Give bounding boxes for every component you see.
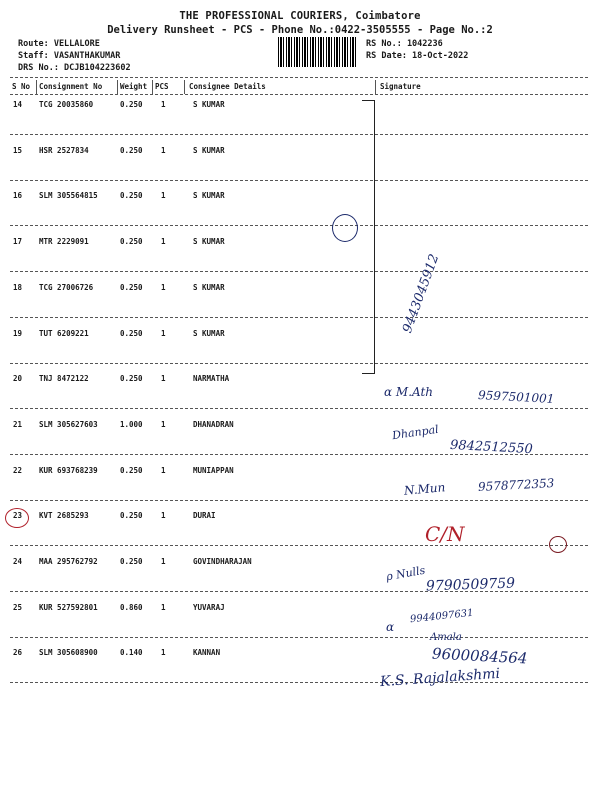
row-weight: 0.250	[120, 511, 143, 520]
row-pcs: 1	[161, 146, 166, 155]
drs-number: DRS No.: DCJB104223602	[18, 63, 131, 73]
row-weight: 0.250	[120, 557, 143, 566]
row-sno: 20	[13, 374, 23, 383]
row-consignment-no: TCG 20035860	[39, 100, 94, 109]
row-weight: 0.250	[120, 146, 143, 155]
signature-bracket	[362, 100, 375, 374]
col-header-sno: S No	[12, 82, 31, 91]
row-divider	[10, 317, 588, 318]
rs-number: RS No.: 1042236	[366, 39, 443, 49]
row-divider	[10, 225, 588, 226]
handwritten-signature: Amala	[430, 632, 462, 643]
row-divider	[10, 637, 588, 638]
row-consignment-no: HSR 2527834	[39, 146, 89, 155]
row-consignment-no: SLM 305608900	[39, 648, 98, 657]
row-sno: 22	[13, 466, 23, 475]
row-pcs: 1	[161, 420, 166, 429]
handwritten-phone-row20: 9597501001	[477, 388, 555, 406]
row-pcs: 1	[161, 329, 166, 338]
handwritten-cn-mark: C/N	[425, 522, 465, 546]
row-consignment-no: SLM 305627603	[39, 420, 98, 429]
row-consignee: S KUMAR	[193, 283, 225, 292]
row-divider	[10, 363, 588, 364]
row-weight: 0.860	[120, 603, 143, 612]
rs-date: RS Date: 18-Oct-2022	[366, 51, 469, 61]
col-divider	[184, 80, 185, 94]
row-sno: 14	[13, 100, 23, 109]
row-highlight-circle	[5, 508, 29, 528]
row-pcs: 1	[161, 648, 166, 657]
row-pcs: 1	[161, 283, 166, 292]
stamp-mark	[549, 536, 567, 553]
row-consignment-no: TNJ 8472122	[39, 374, 89, 383]
handwritten-signature: α	[386, 620, 395, 634]
row-sno: 23	[13, 511, 23, 520]
row-consignment-no: MTR 2229091	[39, 237, 89, 246]
row-pcs: 1	[161, 374, 166, 383]
company-title: THE PROFESSIONAL COURIERS, Coimbatore	[179, 10, 421, 22]
handwritten-phone-vertical: 9443045912	[400, 252, 443, 336]
handwritten-phone-row21: 9842512550	[449, 437, 534, 458]
stamp-mark	[332, 214, 358, 242]
col-header-weight: Weight	[120, 82, 148, 91]
row-consignee: GOVINDHARAJAN	[193, 557, 252, 566]
row-divider	[10, 134, 588, 135]
header-top-rule	[10, 77, 588, 78]
row-pcs: 1	[161, 191, 166, 200]
row-divider	[10, 500, 588, 501]
handwritten-phone-row22: 9578772353	[477, 476, 555, 494]
row-consignee: DURAI	[193, 511, 216, 520]
handwritten-phone-row24: 9790509759	[425, 575, 516, 595]
row-sno: 16	[13, 191, 23, 200]
row-consignment-no: KVT 2685293	[39, 511, 89, 520]
row-divider	[10, 180, 588, 181]
row-weight: 0.250	[120, 191, 143, 200]
row-sno: 25	[13, 603, 23, 612]
row-pcs: 1	[161, 557, 166, 566]
row-consignment-no: KUR 527592801	[39, 603, 98, 612]
row-weight: 0.250	[120, 237, 143, 246]
col-divider	[36, 80, 37, 94]
row-weight: 0.140	[120, 648, 143, 657]
row-pcs: 1	[161, 466, 166, 475]
row-consignee: MUNIAPPAN	[193, 466, 234, 475]
row-consignee: S KUMAR	[193, 146, 225, 155]
handwritten-signature: Dhanpal	[391, 422, 440, 443]
row-pcs: 1	[161, 237, 166, 246]
row-sno: 18	[13, 283, 23, 292]
row-divider	[10, 408, 588, 409]
row-consignment-no: SLM 305564815	[39, 191, 98, 200]
col-header-pcs: PCS	[155, 82, 169, 91]
row-pcs: 1	[161, 511, 166, 520]
handwritten-phone-row26: 9600084564	[431, 644, 528, 668]
runsheet-subtitle: Delivery Runsheet - PCS - Phone No.:0422-3505555 - Page No.:2	[107, 24, 493, 36]
col-header-consignee: Consignee Details	[189, 82, 266, 91]
row-weight: 0.250	[120, 100, 143, 109]
row-sno: 19	[13, 329, 23, 338]
row-consignee: S KUMAR	[193, 100, 225, 109]
handwritten-signature: ρ Nulls	[385, 563, 427, 584]
col-divider	[152, 80, 153, 94]
col-divider	[375, 80, 376, 94]
row-weight: 0.250	[120, 283, 143, 292]
row-sno: 21	[13, 420, 23, 429]
staff-label: Staff: VASANTHAKUMAR	[18, 51, 121, 61]
row-consignment-no: TCG 27006726	[39, 283, 94, 292]
row-consignee: YUVARAJ	[193, 603, 225, 612]
row-weight: 1.000	[120, 420, 143, 429]
col-header-signature: Signature	[380, 82, 421, 91]
row-consignee: S KUMAR	[193, 191, 225, 200]
row-sno: 26	[13, 648, 23, 657]
barcode	[278, 37, 358, 67]
row-weight: 0.250	[120, 466, 143, 475]
row-consignee: NARMATHA	[193, 374, 230, 383]
header-bottom-rule	[10, 94, 588, 95]
col-divider	[117, 80, 118, 94]
row-consignee: S KUMAR	[193, 237, 225, 246]
handwritten-phone-row25: 9944097631	[409, 607, 475, 626]
row-divider	[10, 545, 588, 546]
row-pcs: 1	[161, 100, 166, 109]
row-weight: 0.250	[120, 374, 143, 383]
row-sno: 17	[13, 237, 23, 246]
handwritten-name-row26: K.S. Rajalakshmi	[379, 665, 501, 691]
row-pcs: 1	[161, 603, 166, 612]
row-consignment-no: TUT 6209221	[39, 329, 89, 338]
col-header-consignment: Consignment No	[39, 82, 103, 91]
row-consignment-no: KUR 693768239	[39, 466, 98, 475]
row-consignment-no: MAA 295762792	[39, 557, 98, 566]
handwritten-signature: α M.Ath	[384, 385, 434, 399]
route-label: Route: VELLALORE	[18, 39, 100, 49]
row-sno: 24	[13, 557, 23, 566]
row-weight: 0.250	[120, 329, 143, 338]
row-consignee: KANNAN	[193, 648, 221, 657]
row-consignee: S KUMAR	[193, 329, 225, 338]
row-divider	[10, 682, 588, 683]
row-consignee: DHANADRAN	[193, 420, 234, 429]
row-divider	[10, 271, 588, 272]
row-sno: 15	[13, 146, 23, 155]
handwritten-signature: N.Mun	[403, 480, 446, 498]
